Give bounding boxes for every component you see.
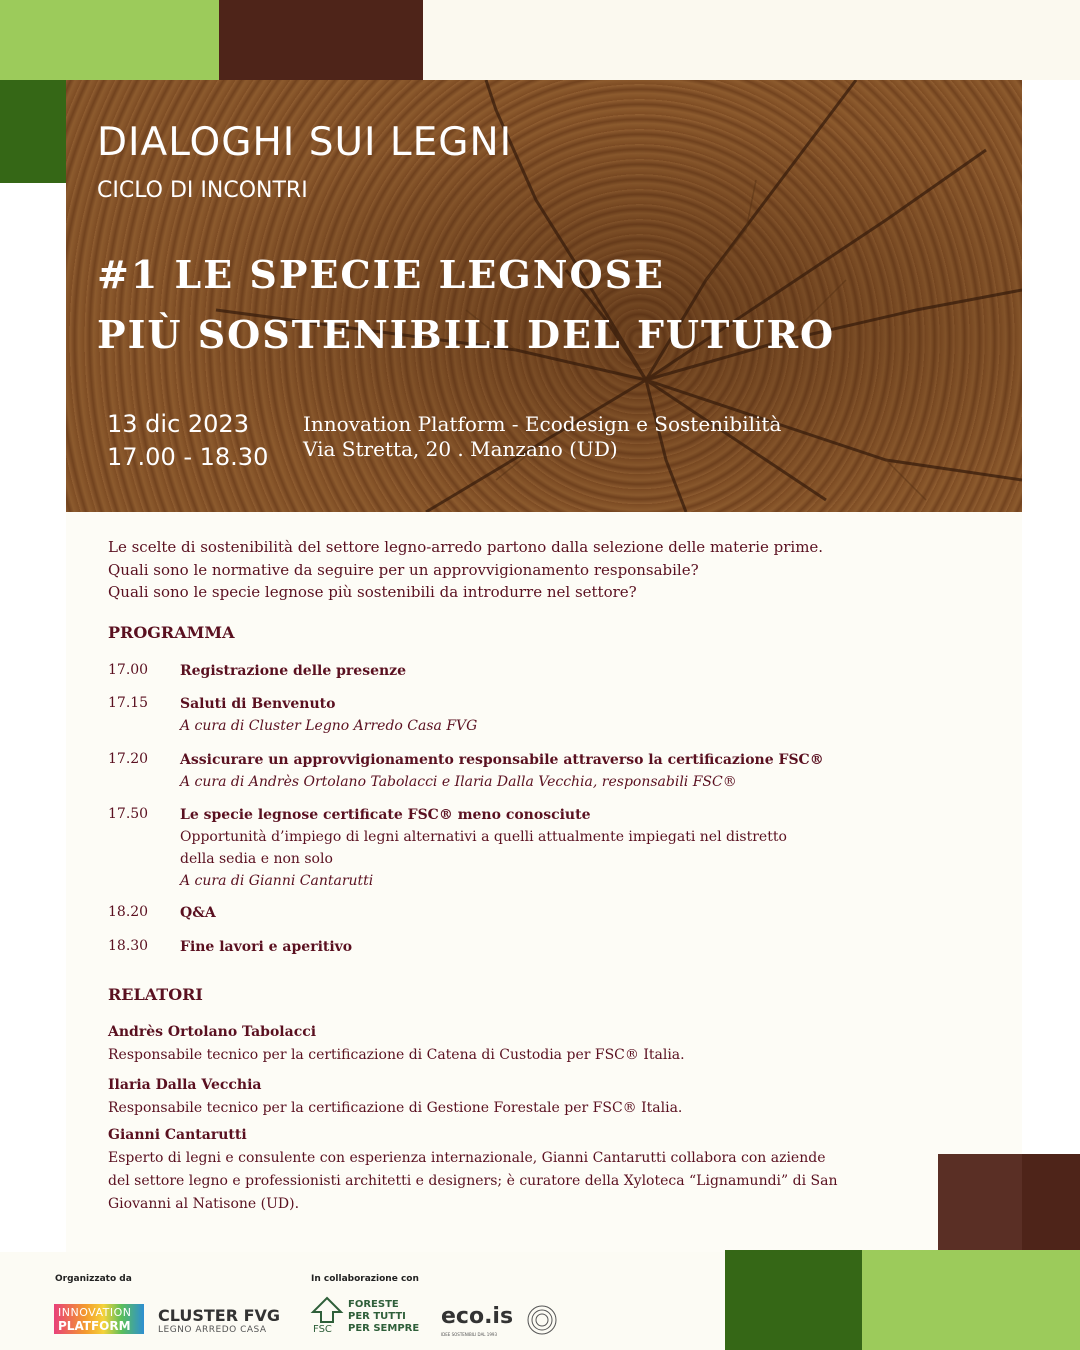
footer-block-light-green [862, 1250, 1080, 1350]
program-curator: A cura di Cluster Legno Arredo Casa FVG [180, 718, 478, 734]
collaborazione-label: In collaborazione con [311, 1274, 419, 1284]
hero-banner [66, 80, 1022, 512]
program-title: Q&A [180, 905, 216, 921]
program-item [180, 660, 406, 682]
speaker [108, 1021, 685, 1067]
fsc-slogan-3: PER SEMPRE [348, 1323, 420, 1334]
ecois-logo-text: eco.is [441, 1304, 514, 1329]
ecois-logo-sub: IDEE SOSTENIBILI DAL 1993 [441, 1332, 497, 1337]
program-item [180, 804, 787, 892]
program-time: 17.50 [108, 806, 149, 822]
program-title: Saluti di Benvenuto [180, 696, 336, 712]
footer [0, 1252, 1080, 1350]
logo-platform-text: PLATFORM [58, 1319, 131, 1333]
corner-block-dark-brown [219, 0, 423, 80]
program-title: Fine lavori e aperitivo [180, 939, 353, 955]
speaker-name: Gianni Cantarutti [108, 1127, 247, 1143]
side-block-dark-green [0, 80, 66, 183]
program-title: Le specie legnose certificate FSC® meno conosciute [180, 807, 591, 823]
program-item [180, 902, 216, 924]
speaker-bio: Giovanni al Natisone (UD). [108, 1196, 300, 1212]
series-title: DIALOGHI SUI LEGNI [97, 120, 513, 165]
intro-line: Quali sono le normative da seguire per un approvvigionamento responsabile? [108, 560, 699, 579]
program-item [180, 693, 477, 737]
intro-line: Le scelte di sostenibilità del settore legno-arredo partono dalla selezione delle materie prime. [108, 538, 824, 556]
speaker-bio: del settore legno e professionisti architetti e designers; è curatore della Xyloteca “Lignamundi” di San [108, 1173, 838, 1189]
program-time: 18.30 [108, 938, 149, 954]
event-address: Via Stretta, 20 . Manzano (UD) [303, 437, 618, 461]
series-subtitle: CICLO DI INCONTRI [97, 178, 308, 203]
fsc-slogan-1: FORESTE [348, 1299, 399, 1310]
speaker-bio: Responsabile tecnico per la certificazione di Catena di Custodia per FSC® Italia. [108, 1047, 685, 1063]
organizzato-label: Organizzato da [55, 1274, 132, 1284]
footer-block-dark-green [725, 1250, 862, 1350]
program-desc: della sedia e non solo [180, 851, 333, 867]
cluster-fvg-logo-sub: LEGNO ARREDO CASA [158, 1325, 267, 1335]
program-title: Registrazione delle presenze [180, 663, 407, 679]
speaker-name: Andrès Ortolano Tabolacci [108, 1024, 317, 1040]
right-block-brown-light [938, 1154, 1022, 1252]
speaker-bio: Responsabile tecnico per la certificazione di Gestione Forestale per FSC® Italia. [108, 1100, 683, 1116]
fsc-mark-text: FSC [313, 1324, 332, 1335]
speaker-name: Ilaria Dalla Vecchia [108, 1077, 262, 1093]
speaker [108, 1074, 682, 1120]
right-block-brown-dark [1022, 1154, 1080, 1252]
program-time: 17.20 [108, 751, 149, 767]
corner-block-light-green [0, 0, 219, 80]
program-curator: A cura di Andrès Ortolano Tabolacci e Ilaria Dalla Vecchia, responsabili FSC® [180, 774, 737, 790]
event-venue: Innovation Platform - Ecodesign e Sostenibilità [303, 412, 782, 436]
intro-line: Quali sono le specie legnose più sostenibili da introdurre nel settore? [108, 583, 637, 601]
program-title: Assicurare un approvvigionamento responsabile attraverso la certificazione FSC® [180, 752, 824, 768]
speaker-bio: Esperto di legni e consulente con esperienza internazionale, Gianni Cantarutti collabora con aziende [108, 1150, 826, 1166]
speaker [108, 1124, 837, 1216]
program-curator: A cura di Gianni Cantarutti [180, 873, 374, 889]
cluster-fvg-logo-title: CLUSTER FVG [158, 1306, 281, 1325]
fsc-tree-icon [309, 1296, 345, 1324]
logo-innovation-text: INNOVATION [58, 1306, 132, 1319]
relatori-heading: RELATORI [108, 985, 203, 1004]
fsc-slogan-2: PER TUTTI [348, 1311, 406, 1322]
program-time: 18.20 [108, 904, 149, 920]
program-desc: Opportunità d’impiego di legni alternativi a quelli attualmente impiegati nel distretto [180, 829, 787, 845]
program-item [180, 936, 352, 958]
program-time: 17.00 [108, 662, 149, 678]
innovation-platform-logo [54, 1304, 144, 1334]
event-date: 13 dic 2023 [107, 410, 249, 438]
event-headline-line1: #1 LE SPECIE LEGNOSE [97, 252, 665, 297]
program-time: 17.15 [108, 695, 149, 711]
program-item [180, 749, 824, 793]
programma-heading: PROGRAMMA [108, 623, 235, 642]
ecois-circle-icon [526, 1304, 558, 1336]
event-time: 17.00 - 18.30 [107, 443, 269, 471]
intro-text [108, 536, 823, 604]
event-headline-line2: PIÙ SOSTENIBILI DEL FUTURO [97, 312, 836, 357]
